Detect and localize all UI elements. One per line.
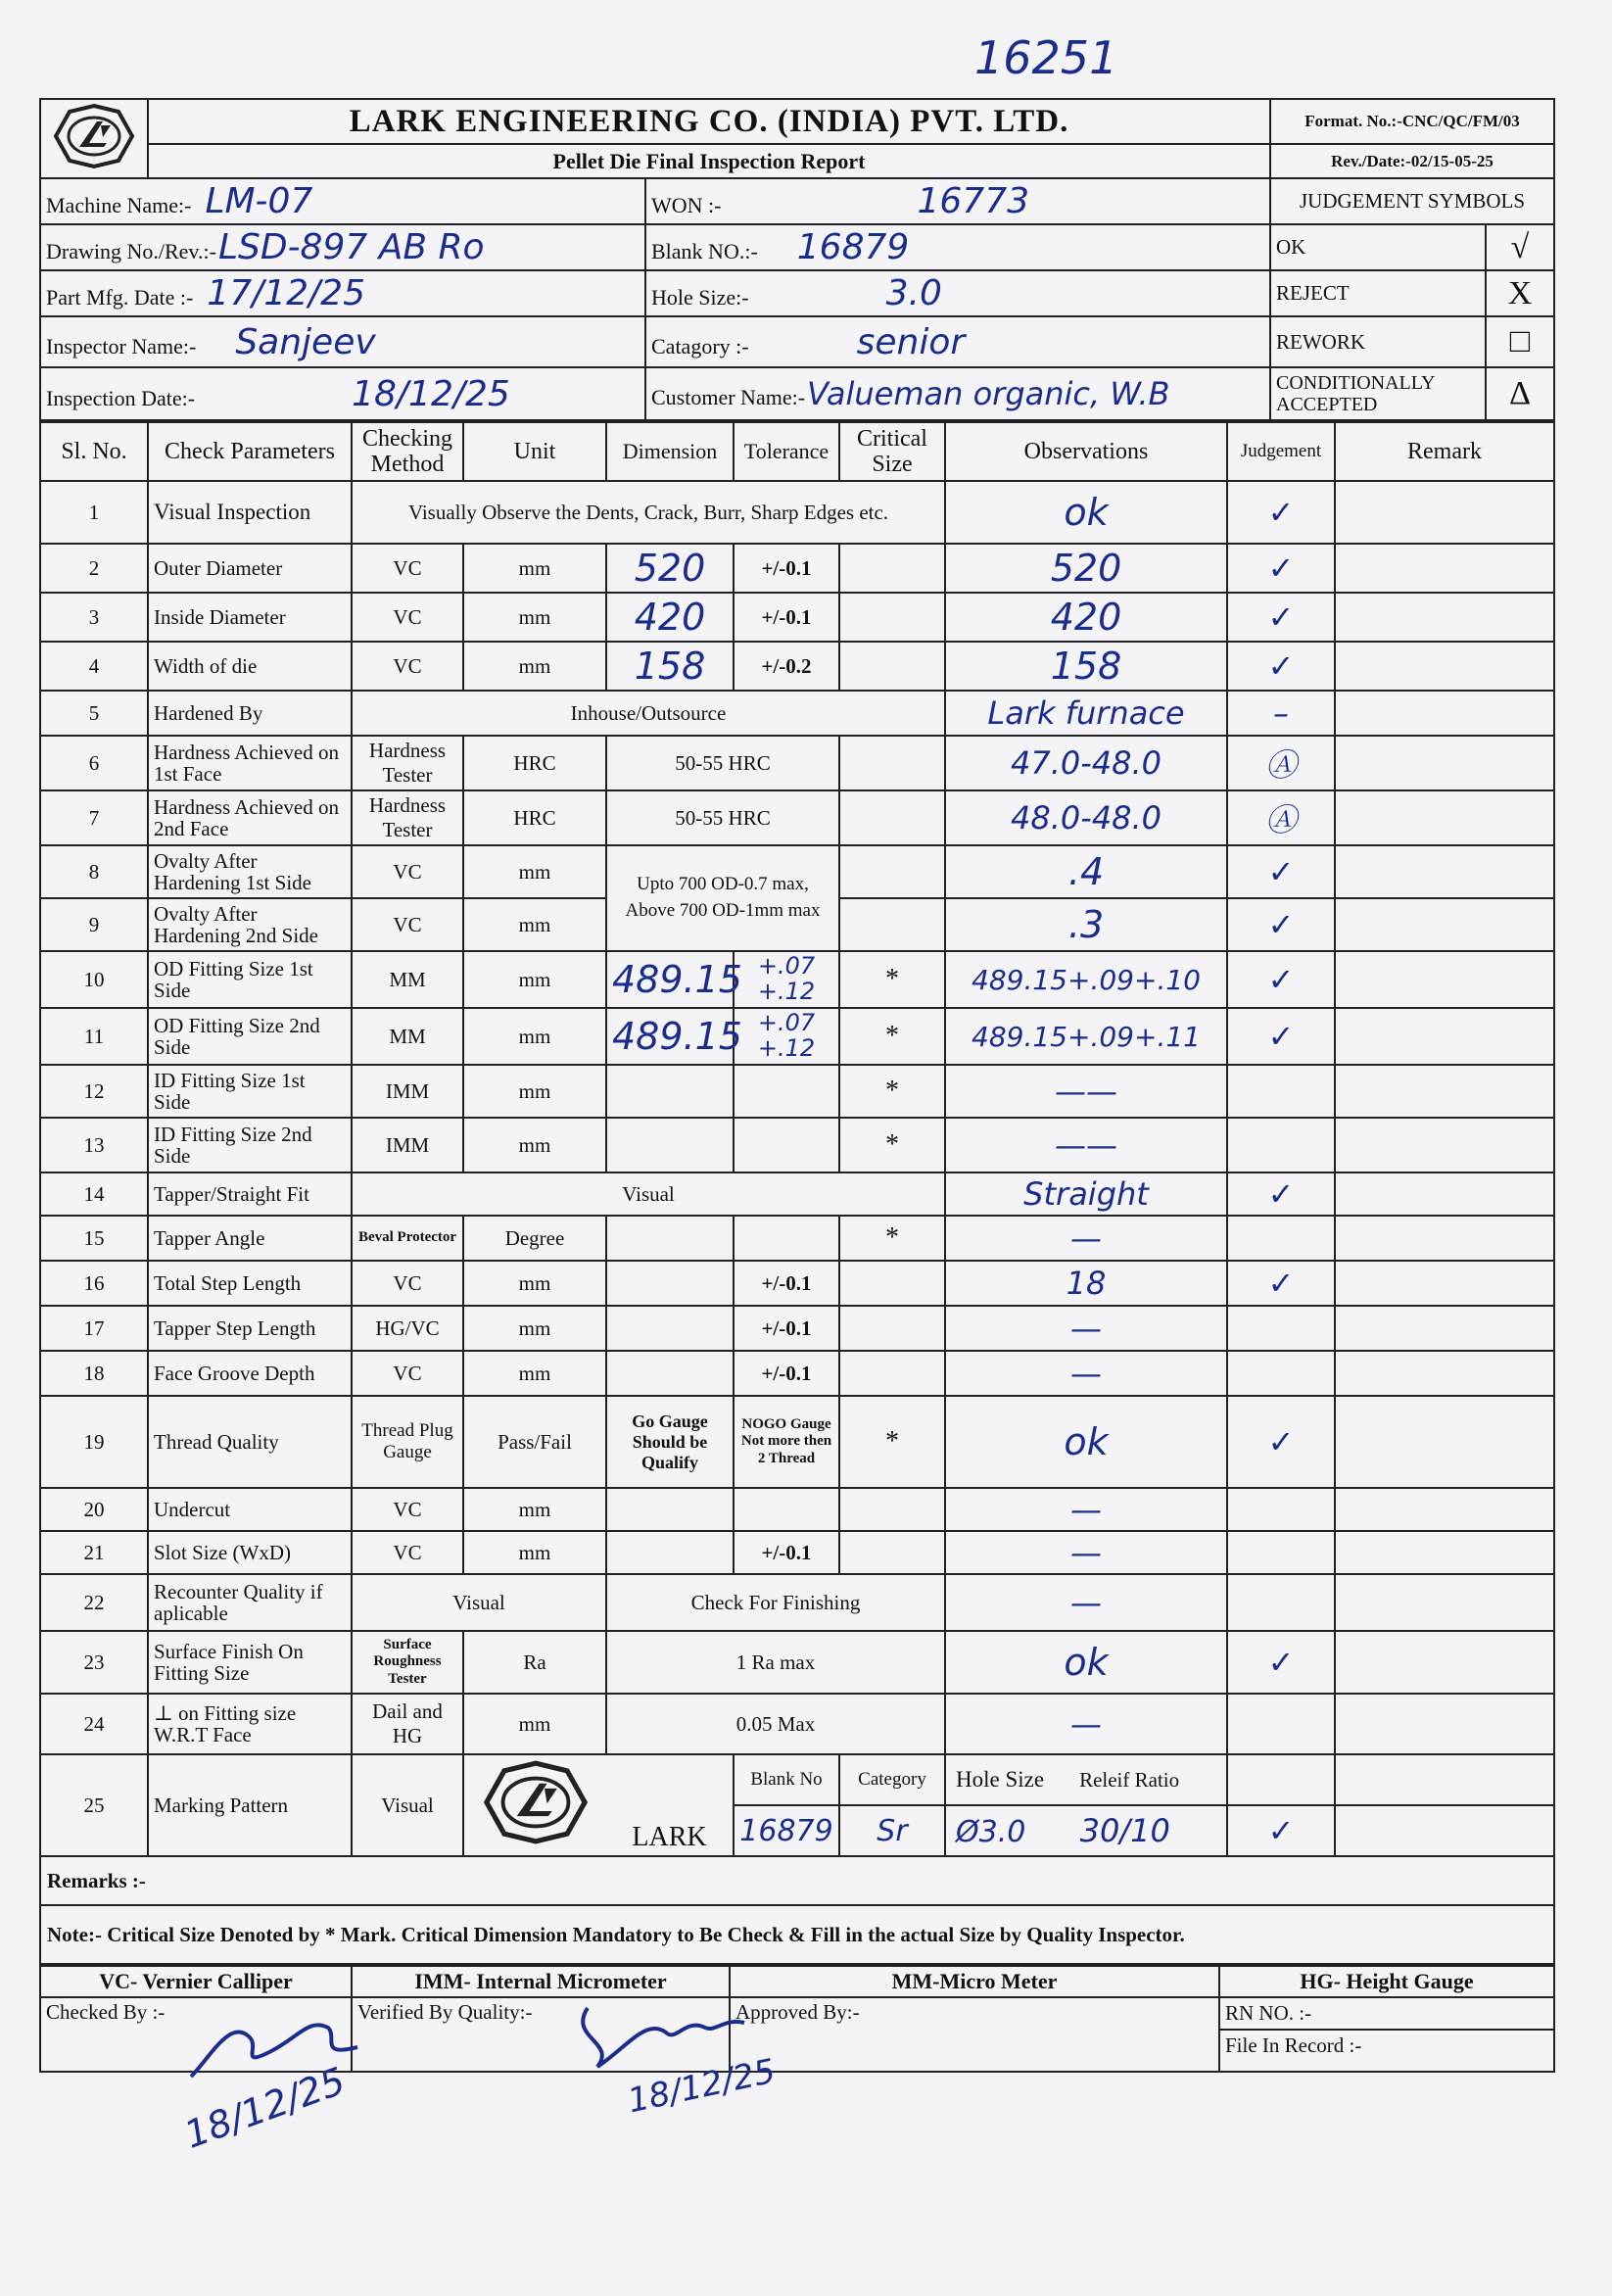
inspector-name-value: Sanjeev <box>235 321 376 362</box>
table-row: 7 Hardness Achieved on 2nd Face Hardness Tester HRC 50-55 HRC 48.0-48.0 Ⓐ <box>40 790 1554 845</box>
table-row: 6 Hardness Achieved on 1st Face Hardness Tester HRC 50-55 HRC 47.0-48.0 Ⓐ <box>40 736 1554 790</box>
table-row: 22 Recounter Quality if aplicable Visual Check For Finishing — <box>40 1574 1554 1631</box>
table-row: 12 ID Fitting Size 1st Side IMM mm * —— <box>40 1065 1554 1118</box>
verified-by-field: Verified By Quality:- <box>352 1997 730 2072</box>
lt-logo-icon <box>50 102 138 170</box>
table-row: 16879 Sr Ø3.0 30/10 ✓ <box>40 1805 1554 1856</box>
inspection-date-field: Inspection Date:- 18/12/25 <box>40 367 645 420</box>
inspector-name-field: Inspector Name:- Sanjeev <box>40 316 645 367</box>
table-row: 20 Undercut VC mm — <box>40 1488 1554 1531</box>
table-row: 23 Surface Finish On Fitting Size Surface Roughness Tester Ra 1 Ra max ok ✓ <box>40 1631 1554 1694</box>
customer-name-value: Valueman organic, W.B <box>807 375 1170 412</box>
table-row: 3 Inside Diameter VC mm 420 +/-0.1 420 ✓ <box>40 593 1554 642</box>
customer-name-field: Customer Name:-Valueman organic, W.B <box>645 367 1270 420</box>
symbol-reject: X <box>1486 270 1554 316</box>
file-in-record-field: File In Record :- <box>1225 2033 1362 2057</box>
inspection-date-value: 18/12/25 <box>352 373 510 414</box>
col-check-parameters: Check Parameters <box>148 422 352 481</box>
table-row: 8 Ovalty After Hardening 1st Side VC mm Upto 700 OD-0.7 max, Above 700 OD-1mm max .4 ✓ <box>40 845 1554 898</box>
remarks-label: Remarks :- <box>40 1856 1554 1905</box>
won-value: 16773 <box>917 181 1030 221</box>
hole-relief-headers: Hole Size Releif Ratio <box>945 1754 1227 1805</box>
table-header-row <box>40 422 1554 481</box>
symbol-conditional: Δ <box>1486 367 1554 420</box>
table-row: 9 Ovalty After Hardening 2nd Side VC mm .3 ✓ <box>40 898 1554 951</box>
checked-by-field: Checked By :- <box>40 1997 352 2072</box>
lt-logo-stamp-icon <box>472 1758 599 1846</box>
table-row: 11 OD Fitting Size 2nd Side MM mm 489.15 +.07 +.12 * 489.15+.09+.11 ✓ <box>40 1008 1554 1065</box>
table-row: 21 Slot Size (WxD) VC mm +/-0.1 — <box>40 1531 1554 1574</box>
table-row: 19 Thread Quality Thread Plug Gauge Pass/Fail Go Gauge Should be Qualify NOGO Gauge Not more then 2 Thread * ok ✓ <box>40 1396 1554 1488</box>
table-row: 16 Total Step Length VC mm +/-0.1 18 ✓ <box>40 1261 1554 1306</box>
rn-no-field: RN NO. :- <box>1220 1998 1553 2031</box>
company-name: LARK ENGINEERING CO. (INDIA) PVT. LTD. <box>148 99 1270 144</box>
machine-name-value: LM-07 <box>205 181 313 221</box>
col-critical-size: Critical Size <box>839 422 945 481</box>
critical-size-note: Note:- Critical Size Denoted by * Mark. Critical Dimension Mandatory to Be Check & Fill in the actual Size by Quality Inspector. <box>40 1905 1554 1964</box>
table-row: 10 OD Fitting Size 1st Side MM mm 489.15 +.07 +.12 * 489.15+.09+.10 ✓ <box>40 951 1554 1008</box>
blank-no-value: 16879 <box>796 227 910 267</box>
abbr-vc: VC- Vernier Calliper <box>40 1966 352 1997</box>
checked-by-date: 18/12/25 <box>178 2059 352 2157</box>
abbr-imm: IMM- Internal Micrometer <box>352 1966 730 1997</box>
abbr-hg: HG- Height Gauge <box>1219 1966 1554 1997</box>
col-dimension: Dimension <box>606 422 734 481</box>
table-row: 2 Outer Diameter VC mm 520 +/-0.1 520 ✓ <box>40 544 1554 593</box>
col-observations: Observations <box>945 422 1227 481</box>
machine-name-field: Machine Name:- LM-07 <box>40 178 645 224</box>
table-row: 5 Hardened By Inhouse/Outsource Lark furnace – <box>40 691 1554 736</box>
category-field: Catagory :- senior <box>645 316 1270 367</box>
table-row: 18 Face Groove Depth VC mm +/-0.1 — <box>40 1351 1554 1396</box>
col-unit: Unit <box>463 422 606 481</box>
record-fields <box>1219 1997 1554 2072</box>
table-row: 25 Marking Pattern Visual LARK Blank No Category Hole Size Releif Ratio <box>40 1754 1554 1805</box>
header-table <box>39 98 1555 421</box>
table-row: 14 Tapper/Straight Fit Visual Straight ✓ <box>40 1172 1554 1216</box>
company-logo <box>40 99 148 178</box>
table-row: 1 Visual Inspection Visually Observe the Dents, Crack, Burr, Sharp Edges etc. ok ✓ <box>40 481 1554 544</box>
table-row: 17 Tapper Step Length HG/VC mm +/-0.1 — <box>40 1306 1554 1351</box>
col-judgement: Judgement <box>1227 422 1335 481</box>
category-value: senior <box>856 321 966 362</box>
format-number: Format. No.:-CNC/QC/FM/03 <box>1270 99 1554 144</box>
table-row: 24 ⊥ on Fitting size W.R.T Face Dail and HG mm 0.05 Max — <box>40 1694 1554 1754</box>
revision-date: Rev./Date:-02/15-05-25 <box>1270 144 1554 178</box>
drawing-no-field: Drawing No./Rev.:-LSD-897 AB Ro <box>40 224 645 270</box>
abbr-mm: MM-Micro Meter <box>730 1966 1219 1997</box>
inspection-report-form <box>39 98 1553 2073</box>
col-tolerance: Tolerance <box>734 422 839 481</box>
report-title: Pellet Die Final Inspection Report <box>148 144 1270 178</box>
col-checking-method: Checking Method <box>352 422 463 481</box>
symbol-rework: □ <box>1486 316 1554 367</box>
verified-by-date: 18/12/25 <box>624 2051 780 2122</box>
handwritten-report-number: 16251 <box>974 31 1118 84</box>
table-row: 15 Tapper Angle Beval Protector Degree * — <box>40 1216 1554 1261</box>
symbol-reject-label: REJECT <box>1270 270 1486 316</box>
part-mfg-date-value: 17/12/25 <box>207 273 365 313</box>
symbol-rework-label: REWORK <box>1270 316 1486 367</box>
hole-size-value: 3.0 <box>885 273 942 313</box>
hole-size-field: Hole Size:- 3.0 <box>645 270 1270 316</box>
symbol-ok-label: OK <box>1270 224 1486 270</box>
symbol-conditional-label: CONDITIONALLY ACCEPTED <box>1270 367 1486 420</box>
table-row: 13 ID Fitting Size 2nd Side IMM mm * —— <box>40 1118 1554 1172</box>
part-mfg-date-field: Part Mfg. Date :- 17/12/25 <box>40 270 645 316</box>
blank-no-field: Blank NO.:- 16879 <box>645 224 1270 270</box>
won-field: WON :- 16773 <box>645 178 1270 224</box>
symbol-ok: √ <box>1486 224 1554 270</box>
inspection-table <box>39 421 1555 1965</box>
approved-by-field: Approved By:- <box>730 1997 1219 2072</box>
table-row: 4 Width of die VC mm 158 +/-0.2 158 ✓ <box>40 642 1554 691</box>
col-remark: Remark <box>1335 422 1554 481</box>
marking-logo <box>463 1754 606 1856</box>
drawing-no-value: LSD-897 AB Ro <box>217 227 485 267</box>
judgement-symbols-title: JUDGEMENT SYMBOLS <box>1270 178 1554 224</box>
col-sl-no: Sl. No. <box>40 422 148 481</box>
